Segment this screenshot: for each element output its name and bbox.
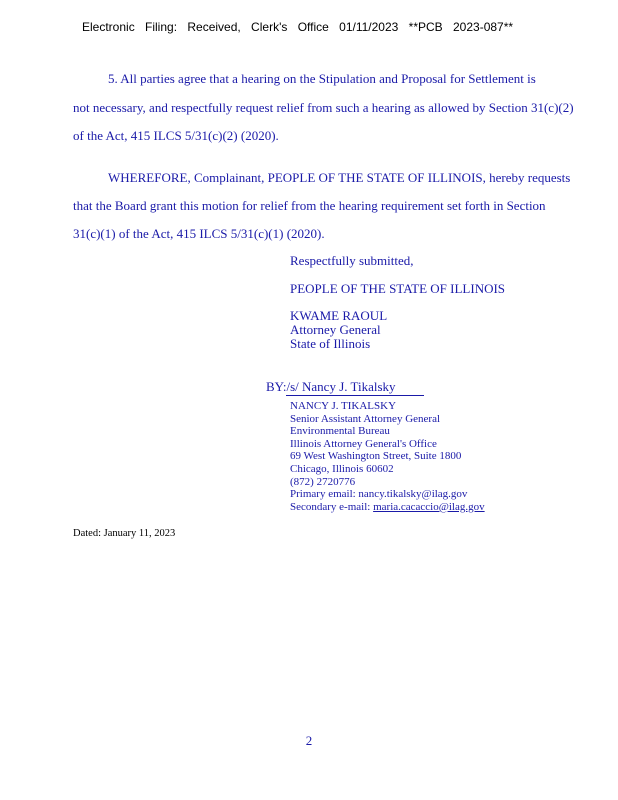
- page-number: 2: [305, 733, 313, 748]
- wherefore-line-3: 31(c)(1) of the Act, 415 ILCS 5/31(c)(1) (2020).: [73, 226, 325, 241]
- signer-city: Chicago, Illinois 60602: [290, 462, 394, 475]
- respectfully-submitted: Respectfully submitted,: [290, 253, 414, 268]
- by-label: BY:: [266, 379, 287, 394]
- attorney-general-block: [290, 309, 387, 351]
- primary-email: Primary email: nancy.tikalsky@ilag.gov: [290, 488, 468, 501]
- signer-title: Senior Assistant Attorney General: [290, 412, 441, 425]
- secondary-email-link[interactable]: maria.cacaccio@ilag.gov: [373, 500, 485, 513]
- secondary-email-line: [290, 501, 485, 514]
- paragraph-5-line-3: of the Act, 415 ILCS 5/31(c)(2) (2020).: [73, 128, 279, 143]
- party-name: PEOPLE OF THE STATE OF ILLINOIS: [290, 281, 506, 296]
- signer-street: 69 West Washington Street, Suite 1800: [290, 450, 462, 463]
- signer-office: Illinois Attorney General's Office: [290, 437, 437, 450]
- signer-bureau: Environmental Bureau: [290, 425, 390, 438]
- signer-phone: (872) 2720776: [290, 475, 356, 488]
- wherefore-line-2: that the Board grant this motion for relief from the hearing requirement set forth in Section: [73, 198, 546, 213]
- paragraph-5-line-2: not necessary, and respectfully request relief from such a hearing as allowed by Section 31(c)(2): [73, 100, 574, 115]
- signer-block: [290, 400, 485, 513]
- secondary-email-label: Secondary e-mail:: [290, 500, 374, 513]
- signed-name: /s/ Nancy J. Tikalsky: [286, 379, 423, 396]
- dated-line: Dated: January 11, 2023: [73, 528, 176, 539]
- filing-stamp: Electronic Filing: Received, Clerk's Office 01/11/2023 **PCB 2023-087**: [82, 20, 514, 34]
- paragraph-5-line-1: 5. All parties agree that a hearing on the Stipulation and Proposal for Settlement is: [108, 71, 536, 86]
- signature-line: [266, 379, 424, 396]
- ag-name: KWAME RAOUL: [290, 308, 388, 323]
- ag-state: State of Illinois: [290, 336, 371, 351]
- signer-name: NANCY J. TIKALSKY: [290, 400, 397, 412]
- wherefore-line-1: WHEREFORE, Complainant, PEOPLE OF THE STATE OF ILLINOIS, hereby requests: [108, 170, 571, 185]
- ag-title: Attorney General: [290, 322, 381, 337]
